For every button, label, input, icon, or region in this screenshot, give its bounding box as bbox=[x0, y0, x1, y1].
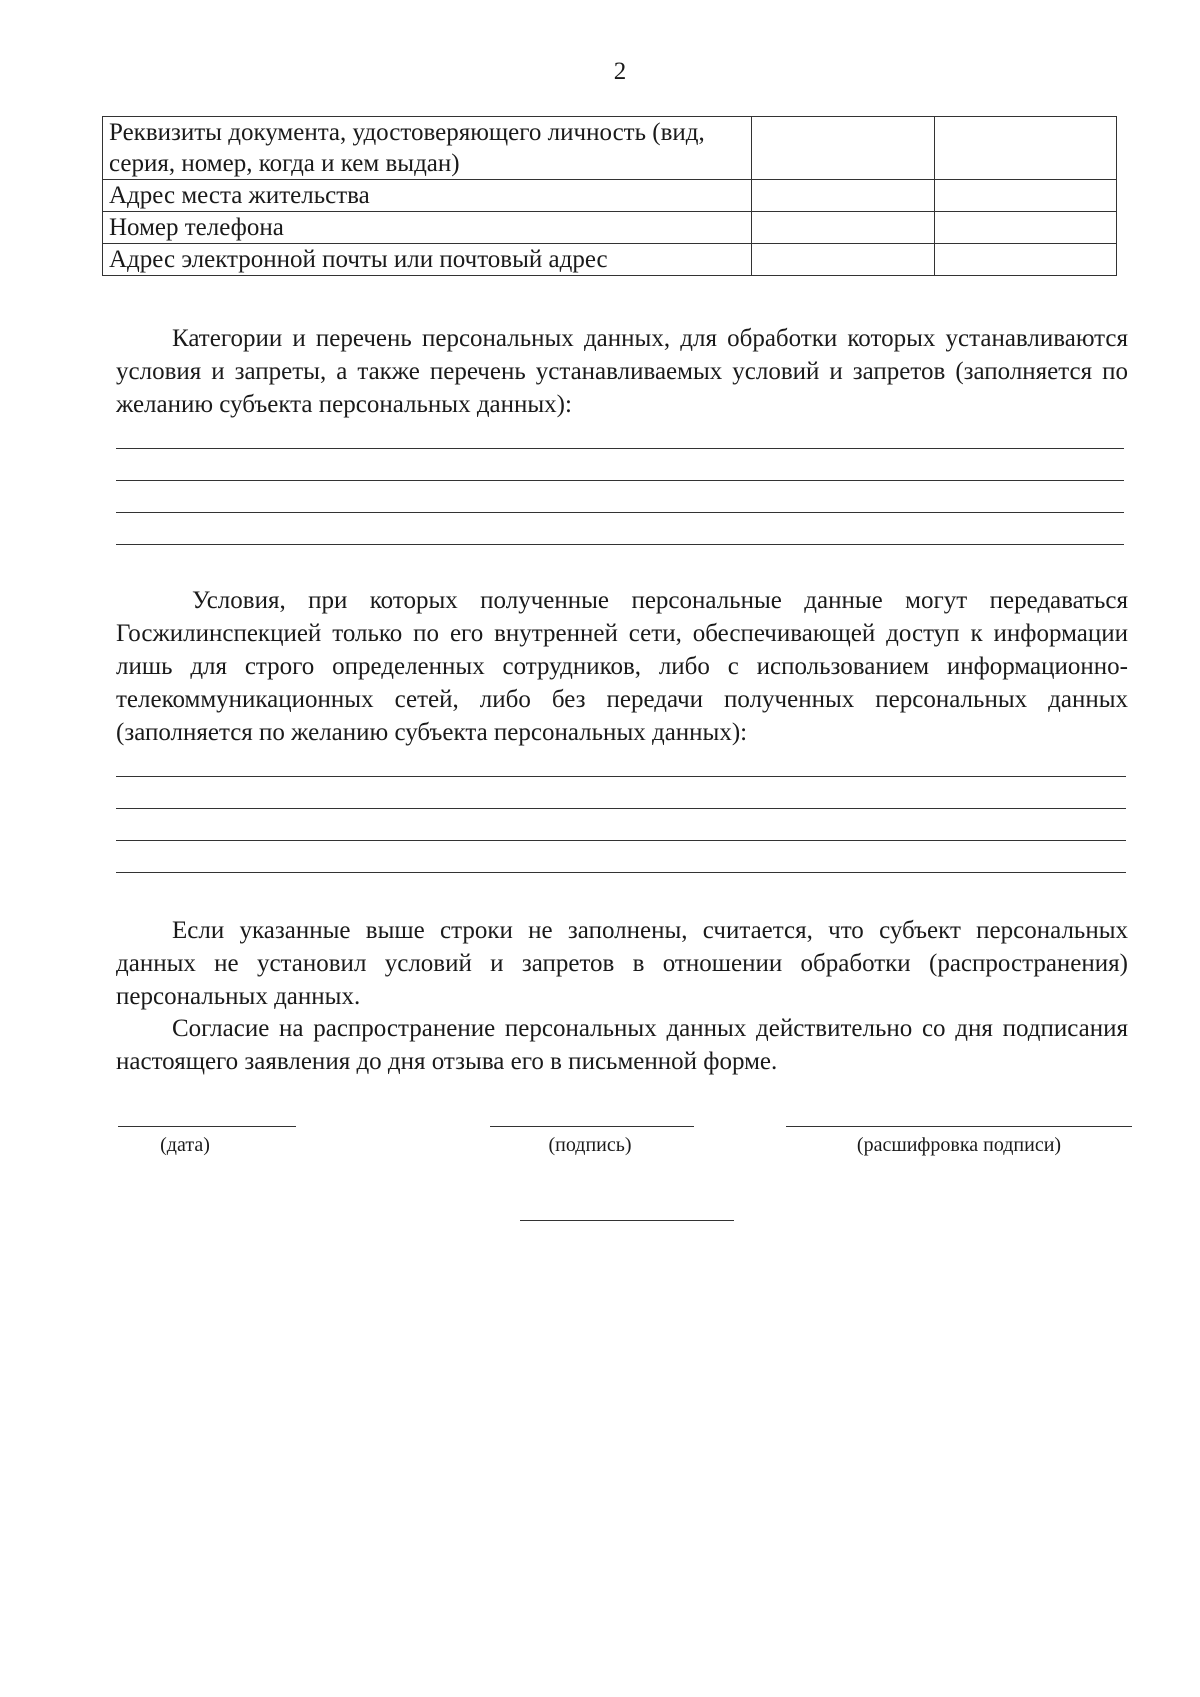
table-row bbox=[103, 180, 1117, 212]
categories-fill-line[interactable] bbox=[116, 480, 1124, 481]
table-cell-label: Реквизиты документа, удостоверяющего личность (вид, серия, номер, когда и кем выдан) bbox=[103, 117, 752, 180]
table-cell-value[interactable] bbox=[752, 180, 935, 212]
table-cell-value[interactable] bbox=[752, 212, 935, 244]
conditions-fill-line[interactable] bbox=[116, 808, 1126, 809]
table-row bbox=[103, 212, 1117, 244]
table-row bbox=[103, 117, 1117, 180]
conditions-paragraph: Условия, при которых полученные персональные данные могут передаваться Госжилинспекцией только по его внутренней сети, обеспечивающей доступ к информации лишь для строго определенных сотрудников, либо с использованием информационно-телекоммуникационных сетей, либо без передачи полученных персональных данных (заполняется по желанию субъекта персональных данных): bbox=[116, 587, 1128, 746]
unfilled-note-paragraph: Если указанные выше строки не заполнены, считается, что субъект персональных данных не установил условий и запретов в отношении обработки (распространения) персональных данных. bbox=[116, 917, 1128, 1010]
table-cell-value[interactable] bbox=[935, 180, 1117, 212]
table-cell-label: Номер телефона bbox=[103, 212, 752, 244]
categories-fill-line[interactable] bbox=[116, 544, 1124, 545]
table-cell-value[interactable] bbox=[935, 212, 1117, 244]
date-caption: (дата) bbox=[160, 1134, 210, 1156]
table-cell-value[interactable] bbox=[935, 117, 1117, 180]
conditions-fill-line[interactable] bbox=[116, 776, 1126, 777]
date-line[interactable] bbox=[118, 1126, 296, 1127]
table-cell-value[interactable] bbox=[752, 117, 935, 180]
table-cell-value[interactable] bbox=[935, 244, 1117, 276]
personal-details-table bbox=[102, 116, 1117, 276]
categories-fill-line[interactable] bbox=[116, 512, 1124, 513]
table-cell-label: Адрес места жительства bbox=[103, 180, 752, 212]
categories-fill-line[interactable] bbox=[116, 448, 1124, 449]
categories-paragraph: Категории и перечень персональных данных, для обработки которых устанавливаются условия и запреты, а также перечень устанавливаемых условий и запретов (заполняется по желанию субъекта персональных данных): bbox=[116, 325, 1128, 418]
page-number: 2 bbox=[613, 58, 627, 85]
table-row bbox=[103, 244, 1117, 276]
validity-note-paragraph: Согласие на распространение персональных данных действительно со дня подписания настоящего заявления до дня отзыва его в письменной форме. bbox=[116, 1015, 1128, 1075]
table-cell-label: Адрес электронной почты или почтовый адрес bbox=[103, 244, 752, 276]
signature-line[interactable] bbox=[490, 1126, 694, 1127]
conditions-fill-line[interactable] bbox=[116, 840, 1126, 841]
table-cell-value[interactable] bbox=[752, 244, 935, 276]
decoding-caption: (расшифровка подписи) bbox=[856, 1134, 1062, 1156]
signature-caption: (подпись) bbox=[548, 1134, 632, 1156]
conditions-fill-line[interactable] bbox=[116, 872, 1126, 873]
closing-divider bbox=[520, 1220, 734, 1221]
decoding-line[interactable] bbox=[786, 1126, 1132, 1127]
